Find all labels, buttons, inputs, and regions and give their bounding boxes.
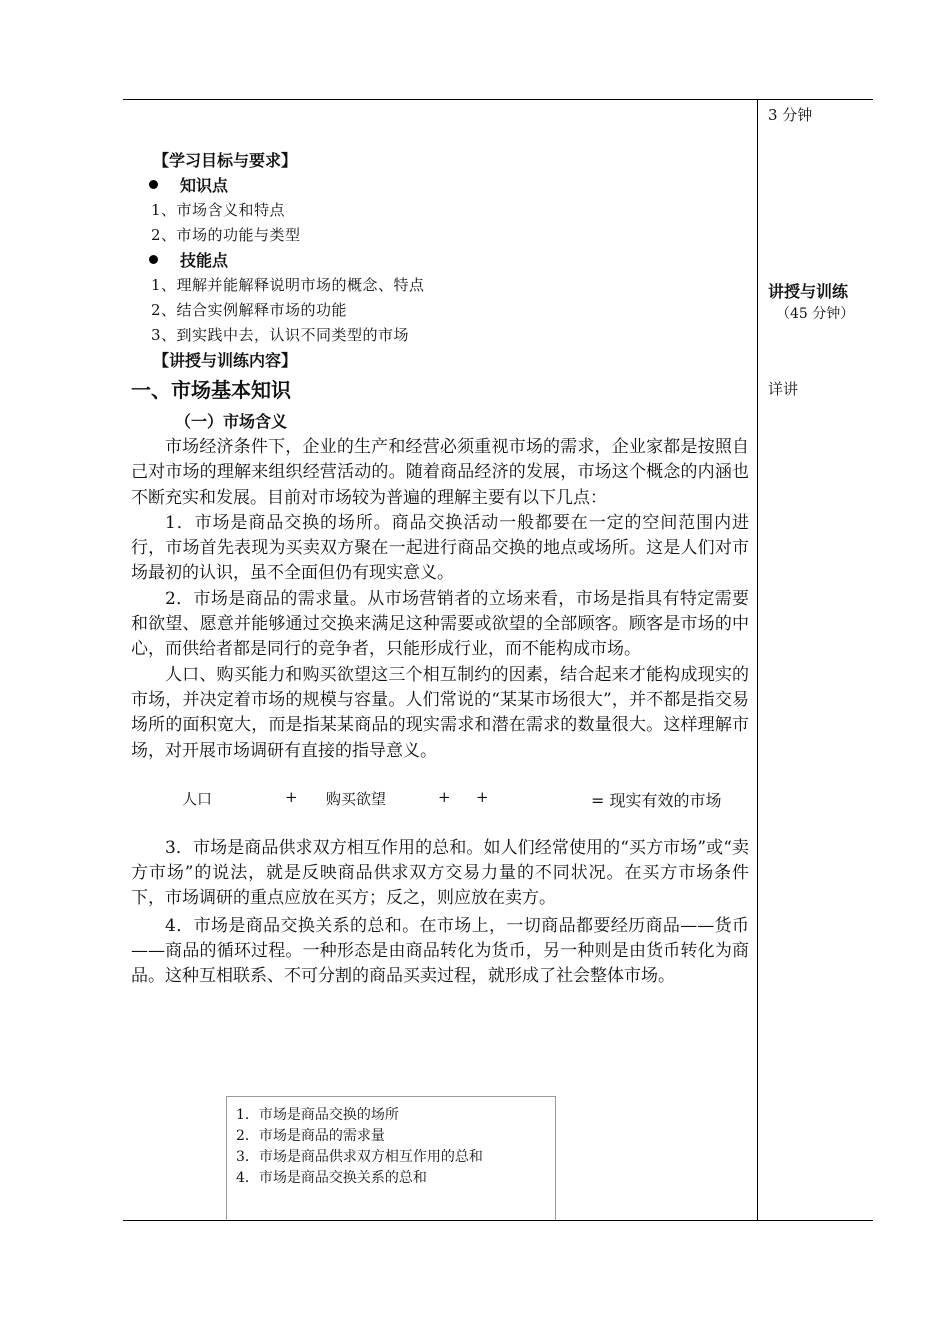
paragraph: 4．市场是商品交换关系的总和。在市场上，一切商品都要经历商品——货币——商品的循环过程。一种形态是由商品转化为货币，另一种则是由货币转化为商品。这种互相联系、不可分割的商品买卖过程，就形成了社会整体市场。 [131,915,749,987]
summary-box [226,1096,556,1220]
paragraph: 市场经济条件下，企业的生产和经营必须重视市场的需求，企业家都是按照自己对市场的理解来组织经营活动的。随着商品经济的发展，市场这个概念的内涵也不断充实和发展。目前对市场较为普遍的理解主要有以下几点： [131,437,749,508]
formula-plus: + [476,787,489,806]
bottom-rule [123,1220,873,1221]
section-subtitle: （一）市场含义 [175,412,288,431]
objectives-header: 【学习目标与要求】 [153,151,298,170]
top-rule [123,99,873,100]
knowledge-item: 1、市场含义和特点 [151,201,286,219]
summary-item: 3．市场是商品供求双方相互作用的总和 [236,1149,483,1165]
section-label: 讲授与训练 [768,282,849,301]
formula-term-desire: 购买欲望 [326,789,387,808]
skill-heading [131,248,749,273]
knowledge-heading [131,173,749,198]
section-duration: （45 分钟） [776,306,855,322]
paragraph: 3．市场是商品供求双方相互作用的总和。如人们经常使用的“买方市场”或“卖方市场”的说法，就是反映商品供求双方交易力量的不同状况。在买方市场条件下，市场调研的重点应放在买方；反之，则应放在卖方。 [131,837,749,909]
bullet-icon [149,180,158,189]
lesson-content [131,148,749,990]
formula-plus: + [438,787,451,806]
summary-item: 1．市场是商品交换的场所 [236,1107,399,1123]
knowledge-label: 知识点 [180,176,229,195]
column-divider [757,99,758,1220]
knowledge-item: 2、市场的功能与类型 [151,226,301,244]
formula-term-population: 人口 [182,789,213,808]
skill-label: 技能点 [180,251,229,270]
formula-plus: + [285,787,298,806]
skill-item: 2、结合实例解释市场的功能 [151,301,348,319]
section-title: 一、市场基本知识 [131,378,291,402]
paragraph: 人口、购买能力和购买欲望这三个相互制约的因素，结合起来才能构成现实的市场，并决定着市场的规模与容量。人们常说的“某某市场很大”，并不都是指交易场所的面积宽大，而是指某某商品的现实需求和潜在需求的数量很大。这样理解市场，对开展市场调研有直接的指导意义。 [131,664,749,761]
summary-item: 4．市场是商品交换关系的总和 [236,1170,427,1186]
teaching-method: 详讲 [768,380,799,398]
bullet-icon [149,255,158,264]
market-formula [131,784,749,814]
paragraph: 2．市场是商品的需求量。从市场营销者的立场来看，市场是指具有特定需要和欲望、愿意并能够通过交换来满足这种需要或欲望的全部顾客。顾客是市场的中心，而供给者都是同行的竞争者，只能形成行业，而不能构成市场。 [131,588,749,660]
formula-result: = 现实有效的市场 [591,790,722,810]
skill-item: 1、理解并能解释说明市场的概念、特点 [151,276,425,294]
content-header: 【讲授与训练内容】 [153,351,298,370]
skill-item: 3、到实践中去，认识不同类型的市场 [151,326,410,344]
time-note: 3 分钟 [768,106,813,124]
summary-item: 2．市场是商品的需求量 [236,1128,385,1144]
paragraph: 1．市场是商品交换的场所。商品交换活动一般都要在一定的空间范围内进行，市场首先表现为买卖双方聚在一起进行商品交换的地点或场所。这是人们对市场最初的认识，虽不全面但仍有现实意义。 [131,512,749,584]
